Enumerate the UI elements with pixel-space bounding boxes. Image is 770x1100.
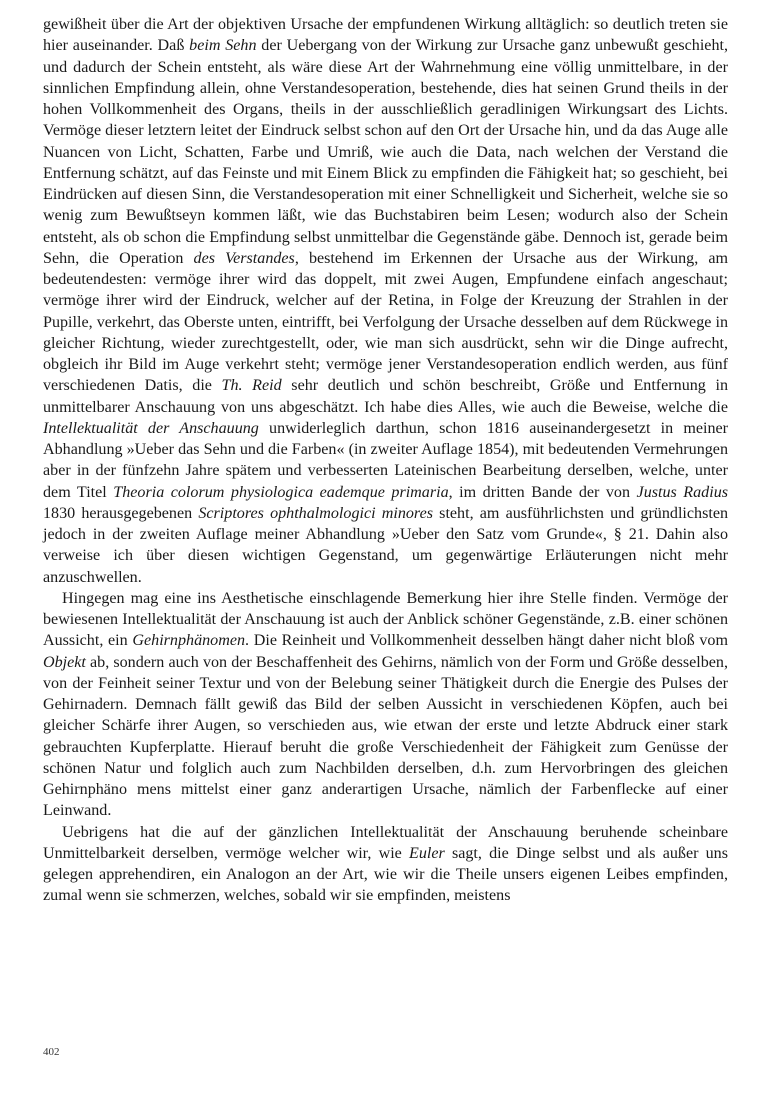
italic-term: des Verstandes bbox=[193, 249, 295, 267]
text-run: ab, sondern auch von der Beschaffenheit des Gehirns, nämlich von der Form und Größe desselben, von der Feinheit seiner Textur und von der Belebung seiner Thätigkeit durch die Energie des Pulses der Gehirnadern. Demnach fällt gewiß das Bild der selben Aussicht in verschiedenen Köpfen, auch bei gleicher Schärfe ihrer Augen, so verschieden aus, wie etwan der erste und letzte Abdruck einer stark gebrauchten Kupferplatte. Hierauf beruht die große Verschiedenheit der Fähigkeit zum Genüsse der schönen Natur und folglich auch zum Nachbilden derselben, d.h. zum Hervorbringen des gleichen Gehirnphäno mens mittelst einer ganz anderartigen Ursache, nämlich der Farbenflecke auf einer Leinwand. bbox=[43, 653, 728, 820]
paragraph-3 bbox=[43, 822, 728, 907]
text-run: . Die Reinheit und Vollkommenheit desselben hängt daher nicht bloß vom bbox=[245, 632, 728, 650]
italic-term: Scriptores ophthalmologici minores bbox=[198, 504, 434, 522]
paragraph-1 bbox=[43, 14, 728, 588]
page-number: 402 bbox=[43, 1046, 60, 1058]
text-run: sehr deutlich und schön beschreibt, Größe und Entfernung in unmittelbarer Anschauung von uns abgeschätzt. Ich habe dies Alles, wie auch die Beweise, welche die bbox=[43, 377, 728, 416]
text-run: sagt, die Dinge selbst und als außer uns gelegen apprehendiren, ein Analogon an der Art, wie wir die Theile unsers eigenen Leibes empfinden, zumal wenn sie schmerzen, welches, sobald wir sie empfinden, meistens bbox=[43, 844, 728, 905]
text-run: steht, am ausführlichsten und gründlichsten jedoch in der zweiten Auflage meiner Abhandlung »Ueber den Satz vom Grunde«, § 21. Dahin also verweise ich über diesen wichtigen Gegenstand, um gegenwärtige Erläuterungen nicht mehr anzuschwellen. bbox=[43, 504, 729, 586]
italic-term: Th. Reid bbox=[221, 377, 282, 395]
book-page-body bbox=[43, 14, 728, 907]
text-run: unwiderleglich darthun, schon 1816 auseinandergesetzt in meiner Abhandlung »Ueber das Sehn und die Farben« (in zweiter Auflage 1854), mit bedeutenden Vermehrungen aber in der fünfzehn Jahre spätem und verbesserten Lateinischen Bearbeitung derselben, welche, unter dem Titel bbox=[43, 419, 728, 501]
italic-term: Euler bbox=[409, 844, 445, 862]
text-run: der Uebergang von der Wirkung zur Ursache ganz unbewußt geschieht, und dadurch der Schein entsteht, als wäre diese Art der Wahrnehmung eine völlig unmittelbare, in der sinnlichen Empfindung allein, ohne Verstandesoperation, bestehende, dies hat seinen Grund theils in der hohen Vollkommenheit des Organs, theils in der ausschließlich geradlinigen Wirkungsart des Lichts. Vermöge dieser letztern leitet der Eindruck selbst schon auf den Ort der Ursache hin, und da das Auge alle Nuancen von Licht, Schatten, Farbe und Umriß, wie auch die Data, nach welchen der Verstand die Entfernung schätzt, auf das Feinste und mit Einem Blick zu empfinden die Fähigkeit hat; so geschieht, bei Eindrücken auf diesen Sinn, die Verstandesoperation mit einer Schnelligkeit und Sicherheit, welche sie so wenig zum Bewußtseyn kommen läßt, wie das Buchstabiren beim Lesen; wodurch also der Schein entsteht, als ob schon die Empfindung selbst unmittelbar die Gegenstände gäbe. Dennoch ist, gerade beim Sehn, die Operation bbox=[43, 37, 728, 267]
text-run: Hingegen mag eine ins Aesthetische einschlagende Bemerkung hier ihre Stelle finden. Vermöge der bewiesenen Intellektualität der Anschauung ist auch der Anblick schöner Gegenstände, z.B. einer schönen Aussicht, ein bbox=[43, 589, 728, 650]
italic-term: Objekt bbox=[43, 653, 86, 671]
paragraph-2 bbox=[43, 588, 728, 822]
italic-term: Justus Radius bbox=[636, 483, 728, 501]
italic-term: Theoria colorum physiologica eademque primaria bbox=[113, 483, 449, 501]
italic-term: Intellektualität der Anschauung bbox=[43, 419, 259, 437]
italic-term: beim Sehn bbox=[189, 37, 257, 55]
text-run: Uebrigens hat die auf der gänzlichen Intellektualität der Anschauung beruhende scheinbare Unmittelbarkeit derselben, vermöge welcher wir, wie bbox=[43, 823, 728, 862]
text-run: gewißheit über die Art der objektiven Ursache der empfundenen Wirkung alltäglich: so deutlich treten sie hier auseinander. Daß bbox=[43, 16, 728, 55]
text-run: 1830 herausgegebenen bbox=[43, 504, 199, 522]
text-run: , bestehend im Erkennen der Ursache aus der Wirkung, am bedeutendesten: vermöge ihrer wird das doppelt, mit zwei Augen, Empfundene einfach angeschaut; vermöge ihrer wird der Eindruck, welcher auf der Retina, in Folge der Kreuzung der Strahlen in der Pupille, verkehrt, das Oberste unten, eintrifft, bei Verfolgung der Ursache desselben auf dem Rückwege in gleicher Richtung, wieder zurechtgestellt, oder, wie man sich ausdrückt, sehn wir die Dinge aufrecht, obgleich ihr Bild im Auge verkehrt steht; vermöge jener Verstandesoperation endlich werden, aus fünf verschiedenen Datis, die bbox=[43, 249, 728, 395]
text-run: , im dritten Bande der von bbox=[448, 483, 637, 501]
italic-term: Gehirnphänomen bbox=[132, 632, 246, 650]
